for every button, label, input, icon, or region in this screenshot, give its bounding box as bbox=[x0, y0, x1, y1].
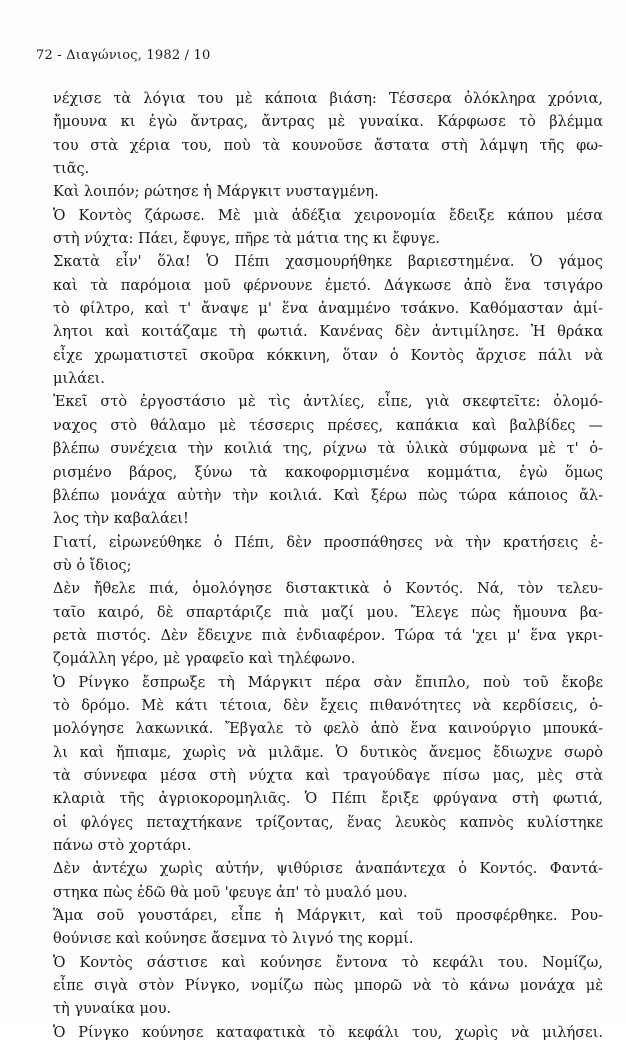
text-line: σὺ ὁ ἴδιος; bbox=[53, 557, 132, 574]
text-line: τὰ σύννεφα μέσα στὴ νύχτα καὶ τραγούδαγε πίσω μας, μὲς στὰ bbox=[53, 767, 603, 784]
text-line: Δὲν ἀντέχω χωρὶς αὐτήν, ψιθύρισε ἀναπάντεχα ὁ Κοντός. Φαντά- bbox=[53, 861, 603, 878]
text-line: μιλάει. bbox=[53, 371, 105, 388]
text-line: Ὁ Κοντὸς ζάρωσε. Μὲ μιὰ ἀδέξια χειρονομία ἔδειξε κάπου μέσα bbox=[53, 207, 603, 224]
text-line: βλέπω συνέχεια τὴν κοιλιά της, ρίχνω τὰ ὑλικὰ σύμφωνα μὲ τ' ὁ- bbox=[53, 441, 603, 458]
text-line: τὸ δρόμο. Μὲ κάτι τέτοια, δὲν ἔχεις πιθανότητες νὰ κερδίσεις, ὁ- bbox=[53, 697, 603, 714]
text-line: λι καὶ ἤπιαμε, χωρὶς νὰ μιλᾶμε. Ὁ δυτικὸς ἄνεμος ἔδιωχνε σωρὸ bbox=[53, 744, 603, 761]
text-line: μολόγησε λακωνικά. Ἔβγαλε τὸ φελὸ ἀπὸ ἕνα καινούργιο μπουκά- bbox=[53, 721, 603, 738]
text-line: στηκα πὼς ἐδῶ θὰ μοῦ 'φευγε ἀπ' τὸ μυαλό μου. bbox=[53, 884, 408, 901]
text-line: εἶπε σιγὰ στὸν Ρίνγκο, νομίζω πὼς μπορῶ νὰ τὸ κάνω μονάχα μὲ bbox=[53, 978, 603, 995]
text-line: Γιατί, εἰρωνεύθηκε ὁ Πέπι, δὲν προσπάθησες νὰ τὴν κρατήσεις ἐ- bbox=[53, 534, 603, 551]
text-line: ρισμένο βάρος, ξύνω τὰ κακοφορμισμένα κομμάτια, ἐγὼ ὅμως bbox=[53, 464, 603, 481]
text-line: Καὶ λοιπόν; ρώτησε ἡ Μάργκιτ νυσταγμένη. bbox=[53, 184, 379, 201]
text-line: λος τὴν καβαλάει! bbox=[53, 511, 189, 528]
text-line: Ἐκεῖ στὸ ἐργοστάσιο μὲ τὶς ἀντλίες, εἶπε, γιὰ σκεφτεῖτε: ὁλομό- bbox=[53, 394, 603, 411]
text-line: Ὁ Ρίνγκο κούνησε καταφατικὰ τὸ κεφάλι του, χωρὶς νὰ μιλήσει. bbox=[53, 1024, 603, 1041]
text-line: βλέπω μονάχα αὐτὴν τὴν κοιλιά. Καὶ ξέρω πὼς τώρα κάποιος ἄλ- bbox=[53, 487, 603, 504]
text-line: καὶ τὰ παρόμοια μοῦ φέρνουνε ἐμετό. Δάγκωσε ἀπὸ ἕνα τσιγάρο bbox=[53, 277, 603, 294]
text-line: Ἅμα σοῦ γουστάρει, εἶπε ἡ Μάργκιτ, καὶ τοῦ προσφέρθηκε. Ρου- bbox=[53, 908, 603, 925]
text-line: Ὁ Ρίνγκο ἔσπρωξε τὴ Μάργκιτ πέρα σὰν ἔπιπλο, ποὺ τοῦ ἔκοβε bbox=[53, 674, 603, 691]
text-line: λητοι καὶ κοιτάζαμε τὴ φωτιά. Κανένας δὲν ἀντιμίλησε. Ἡ θράκα bbox=[53, 324, 603, 341]
running-head: 72 - Διαγώνιος, 1982 / 10 bbox=[36, 48, 211, 63]
text-line: Ὁ Κοντὸς σάστισε καὶ κούνησε ἔντονα τὸ κεφάλι του. Νομίζω, bbox=[53, 954, 603, 971]
text-line: ἤμουνα κι ἐγὼ ἄντρας, ἄντρας μὲ γυναίκα. Κάρφωσε τὸ βλέμμα bbox=[53, 114, 603, 131]
text-line: κλαριὰ τῆς ἀγριοκορομηλιᾶς. Ὁ Πέπι ἔριξε φρύγανα στὴ φωτιά, bbox=[53, 791, 603, 808]
text-line: τὸ φίλτρο, καὶ τ' ἄναψε μ' ἕνα ἀναμμένο τσάκνο. Καθόμασταν ἀμί- bbox=[53, 301, 603, 318]
text-line: στὴ νύχτα: Πάει, ἔφυγε, πῆρε τὰ μάτια της κι ἔφυγε. bbox=[53, 231, 440, 248]
text-line: τιᾶς. bbox=[53, 161, 90, 178]
text-line: του στὰ χέρια του, ποὺ τὰ κουνοῦσε ἄστατα στὴ λάμψη τῆς φω- bbox=[53, 137, 603, 154]
text-line: ταῖο καιρό, δὲ σπαρτάριζε πιὰ μαζί μου. Ἔλεγε πὼς ἤμουνα βα- bbox=[53, 604, 603, 621]
text-line: πάνω στὸ χορτάρι. bbox=[53, 838, 192, 854]
text-line: Σκατὰ εἶν' ὅλα! Ὁ Πέπι χασμουρήθηκε βαριεστημένα. Ὁ γάμος bbox=[53, 254, 603, 271]
text-line: ζομάλλη γέρο, μὲ γραφεῖο καὶ τηλέφωνο. bbox=[53, 651, 356, 668]
text-line: νέχισε τὰ λόγια του μὲ κάποια βιάση: Τέσσερα ὁλόκληρα χρόνια, bbox=[53, 91, 603, 107]
text-line: τὴ γυναίκα μου. bbox=[53, 1001, 172, 1018]
text-line: θούνισε καὶ κούνησε ἄσεμνα τὸ λιγνό της κορμί. bbox=[53, 931, 414, 948]
body-text bbox=[53, 88, 603, 1045]
text-line: οἱ φλόγες πεταχτήκανε τρίζοντας, ἕνας λευκὸς καπνὸς κυλίστηκε bbox=[53, 814, 603, 831]
text-line: ρετὰ πιστός. Δὲν ἔδειχνε πιὰ ἐνδιαφέρον. Τώρα τά 'χει μ' ἕνα γκρι- bbox=[53, 627, 603, 644]
text-line: ναχος στὸ θάλαμο μὲ τέσσερις πρέσες, καπάκια καὶ βαλβίδες — bbox=[53, 417, 603, 434]
text-line: εἶχε χρωματιστεῖ σκοῦρα κόκκινη, ὅταν ὁ Κοντὸς ἄρχισε πάλι νὰ bbox=[53, 347, 603, 364]
text-line: Δὲν ἤθελε πιά, ὁμολόγησε διστακτικὰ ὁ Κοντός. Νά, τὸν τελευ- bbox=[53, 581, 603, 598]
